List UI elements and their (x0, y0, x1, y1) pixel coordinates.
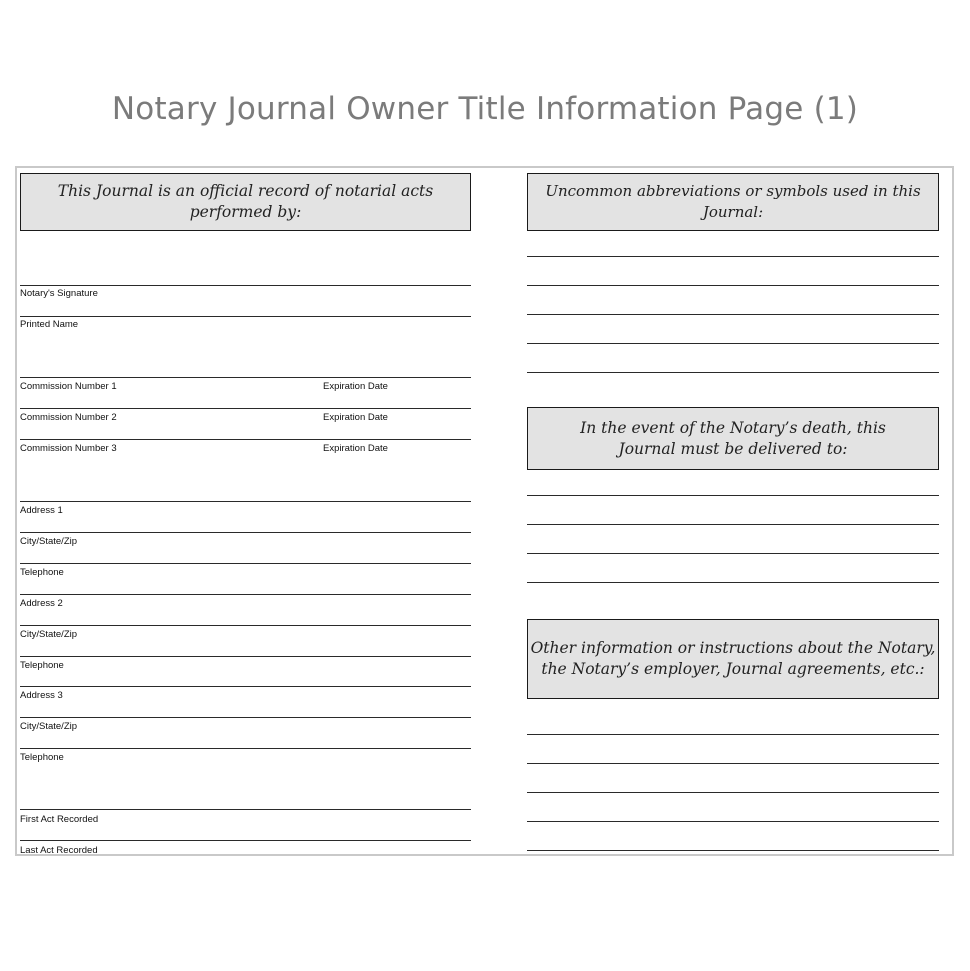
abbreviations-header-box (527, 173, 939, 231)
telephone-2-line[interactable] (20, 656, 471, 657)
city-state-zip-3-line[interactable] (20, 717, 471, 718)
abbreviations-line[interactable] (527, 372, 939, 373)
other-info-line[interactable] (527, 850, 939, 851)
other-info-header-line-2: the Notary’s employer, Journal agreements, etc.: (541, 660, 925, 678)
telephone-3-line[interactable] (20, 748, 471, 749)
city-state-zip-1-line[interactable] (20, 532, 471, 533)
owner-header-text: This Journal is an official record of notarial acts performed by: (57, 182, 434, 221)
printed-name-label: Printed Name (20, 319, 79, 330)
address-3-line[interactable] (20, 686, 471, 687)
abbreviations-line[interactable] (527, 256, 939, 257)
death-delivery-line[interactable] (527, 553, 939, 554)
abbreviations-header-text: Uncommon abbreviations or symbols used in this Journal: (545, 182, 921, 221)
other-info-line[interactable] (527, 821, 939, 822)
first-act-line[interactable] (20, 809, 471, 810)
death-delivery-line[interactable] (527, 495, 939, 496)
printed-name-line[interactable] (20, 316, 471, 317)
first-act-label: First Act Recorded (20, 814, 99, 825)
other-info-header-line-1: Other information or instructions about the Notary, (530, 639, 936, 657)
expiration-2-label: Expiration Date (323, 412, 388, 423)
address-2-label: Address 2 (20, 598, 63, 609)
city-state-zip-2-line[interactable] (20, 625, 471, 626)
telephone-3-label: Telephone (20, 752, 64, 763)
last-act-line[interactable] (20, 840, 471, 841)
commission-3-label: Commission Number 3 (20, 443, 117, 454)
journal-sheet (15, 166, 954, 856)
abbreviations-line[interactable] (527, 285, 939, 286)
abbreviations-line[interactable] (527, 343, 939, 344)
city-state-zip-3-label: City/State/Zip (20, 721, 78, 732)
expiration-1-label: Expiration Date (323, 381, 388, 392)
address-1-line[interactable] (20, 501, 471, 502)
death-delivery-header-line-1: In the event of the Notary’s death, this (580, 418, 886, 437)
telephone-1-label: Telephone (20, 567, 64, 578)
other-info-line[interactable] (527, 734, 939, 735)
commission-1-line[interactable] (20, 377, 471, 378)
death-delivery-header-line-2: Journal must be delivered to: (618, 439, 848, 458)
address-3-label: Address 3 (20, 690, 63, 701)
abbreviations-line[interactable] (527, 314, 939, 315)
city-state-zip-2-label: City/State/Zip (20, 629, 78, 640)
address-2-line[interactable] (20, 594, 471, 595)
expiration-3-label: Expiration Date (323, 443, 388, 454)
other-info-header-box (527, 619, 939, 699)
telephone-2-label: Telephone (20, 660, 64, 671)
commission-3-line[interactable] (20, 439, 471, 440)
other-info-line[interactable] (527, 792, 939, 793)
commission-2-line[interactable] (20, 408, 471, 409)
last-act-label: Last Act Recorded (20, 845, 98, 856)
death-delivery-header-box (527, 407, 939, 470)
commission-2-label: Commission Number 2 (20, 412, 117, 423)
death-delivery-line[interactable] (527, 582, 939, 583)
notary-signature-label: Notary's Signature (20, 288, 98, 299)
city-state-zip-1-label: City/State/Zip (20, 536, 78, 547)
signature-line[interactable] (20, 285, 471, 286)
commission-1-label: Commission Number 1 (20, 381, 117, 392)
owner-header-box (20, 173, 471, 231)
death-delivery-line[interactable] (527, 524, 939, 525)
other-info-line[interactable] (527, 763, 939, 764)
telephone-1-line[interactable] (20, 563, 471, 564)
address-1-label: Address 1 (20, 505, 63, 516)
page-title: Notary Journal Owner Title Information Page (1) (111, 91, 859, 127)
